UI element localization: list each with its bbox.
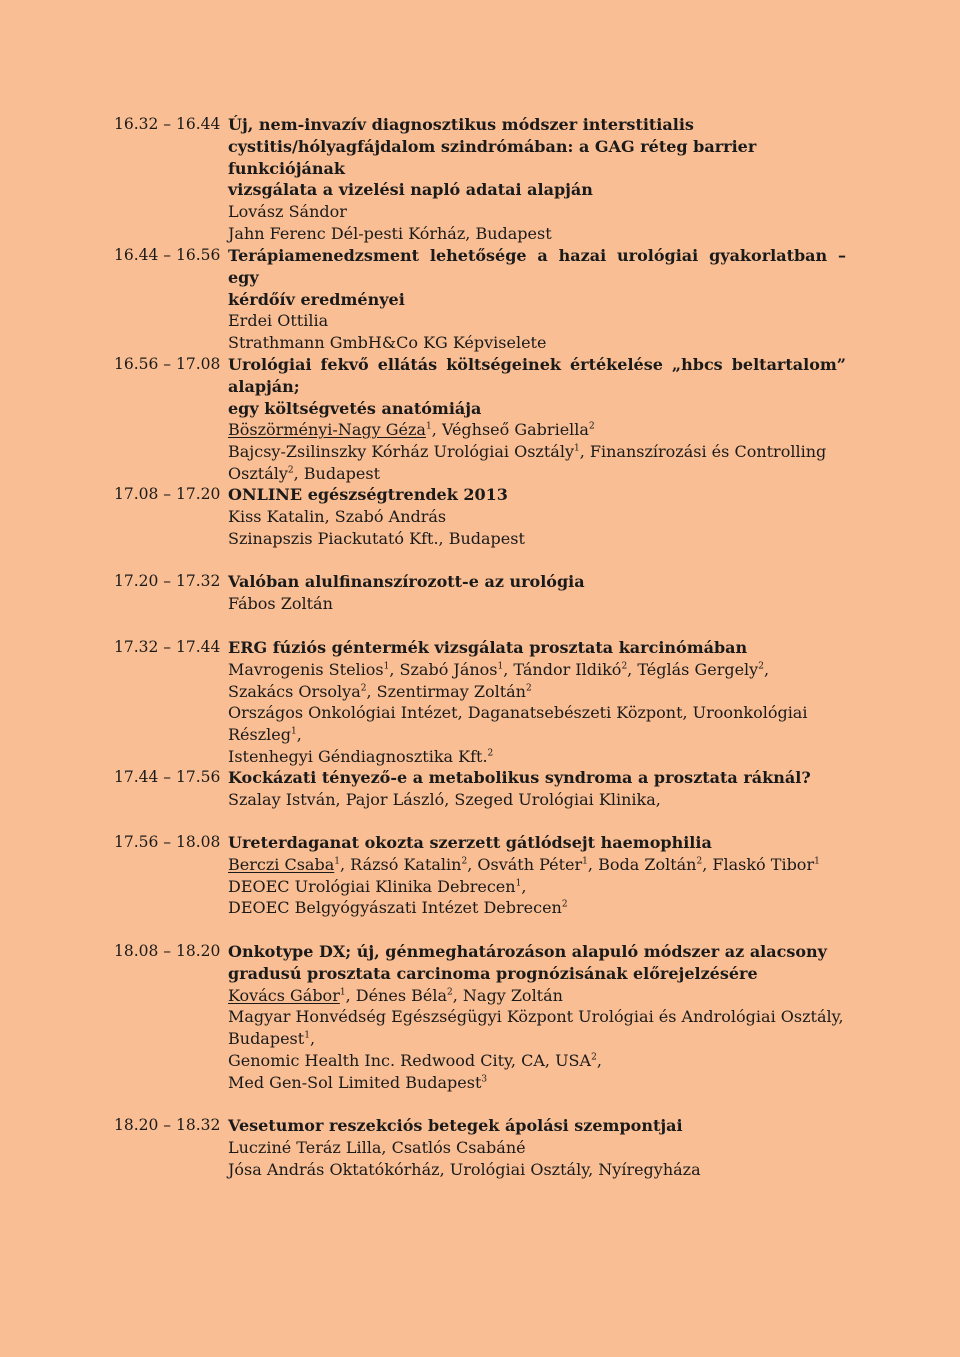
affiliation-mark: 2 [591,1052,597,1063]
authors [228,419,846,441]
affiliation-mark: 1 [339,987,346,998]
affiliation-text: Istenhegyi Géndiagnosztika Kft. [228,746,488,766]
author-name: , Dénes Béla [345,985,447,1005]
affiliation-mark: 1 [497,661,504,672]
entry-body [228,484,846,549]
affiliation-mark: 2 [447,987,453,998]
affiliation [228,1006,846,1093]
title-line: Urológiai fekvő ellátás költségeinek értékelése „hbcs beltartalom” alapján; [228,355,846,396]
entry-body [228,1115,846,1180]
author-name: , Tándor Ildikó [503,659,622,679]
presenter-name: Böszörményi-Nagy Géza [228,420,426,440]
author-name: , Osváth Péter [467,854,583,874]
talk-title [228,1115,846,1137]
entry-body [228,354,846,485]
separator: , [296,725,302,745]
affiliation-mark: 1 [334,856,340,867]
affiliation-mark: 3 [481,1074,488,1085]
affiliation-mark: 1 [383,661,390,672]
authors [228,659,846,703]
affiliation [228,876,846,920]
time-slot: 16.56 – 17.08 [114,355,221,373]
affiliation [228,441,846,485]
entry-body [228,114,846,245]
separator: , [763,659,770,679]
entry-body [228,767,846,811]
entry-body [228,245,846,354]
affiliation-text: DEOEC Urológiai Klinika Debrecen [228,876,516,896]
affiliation-mark: 2 [461,856,468,867]
entry-body [228,637,846,768]
talk-title [228,767,846,789]
title-line: Vesetumor reszekciós betegek ápolási szempontjai [228,1116,683,1135]
title-line: cystitis/hólyagfájdalom szindrómában: a GAG réteg barrier funkciójának [228,136,757,178]
talk-title [228,245,846,310]
authors: Lovász Sándor [228,202,347,222]
affiliation-mark: 2 [487,748,494,759]
title-line: Onkotype DX; új, génmeghatározáson alapuló módszer az alacsony [228,942,827,961]
affiliation-mark: 2 [561,900,568,911]
separator: , [521,876,527,896]
talk-title [228,484,846,506]
title-line: ONLINE egészségtrendek 2013 [228,485,508,504]
authors: Lucziné Teráz Lilla, Csatlós Csabáné [228,1137,526,1157]
authors [228,985,846,1007]
title-line: ERG fúziós géntermék vizsgálata prosztata karcinómában [228,638,748,657]
author-name: , Szentirmay Zoltán [366,681,526,701]
affiliation [228,702,846,767]
author-name: , Rázsó Katalin [339,854,462,874]
authors: Kiss Katalin, Szabó András [228,506,447,526]
author-name: , Nagy Zoltán [452,985,563,1005]
affiliation-mark: 2 [287,465,294,476]
affiliation-mark: 2 [360,683,367,694]
time-slot: 18.20 – 18.32 [114,1116,221,1134]
author-name: , Szabó János [389,659,498,679]
authors: Szalay István, Pajor László, Szeged Urológiai Klinika, [228,789,661,809]
affiliation-mark: 2 [588,422,595,433]
talk-title [228,354,846,419]
title-line: Új, nem-invazív diagnosztikus módszer interstitialis [228,115,694,134]
entry-body [228,571,846,615]
time-slot: 18.08 – 18.20 [114,942,221,960]
affiliation-text: Osztály [228,463,288,483]
affiliation-mark: 1 [573,443,580,454]
author-names: , Véghseő Gabriella [431,420,589,440]
title-line: kérdőív eredményei [228,289,405,309]
talk-title [228,637,846,659]
affiliation: Jósa András Oktatókórház, Urológiai Osztály, Nyíregyháza [228,1159,701,1179]
authors: Erdei Ottilia [228,311,329,331]
affiliation-mark: 1 [814,856,820,867]
title-line: gradusú prosztata carcinoma prognózisának előrejelzésére [228,963,758,983]
affiliation-text: Budapest [228,1029,305,1049]
talk-title [228,832,846,854]
time-slot: 17.32 – 17.44 [114,638,221,656]
affiliation-mark: 2 [758,661,764,672]
talk-title [228,941,846,985]
title-line: Terápiamenedzsment lehetősége a hazai urológiai gyakorlatban – egy [228,246,846,287]
title-line: Kockázati tényező-e a metabolikus syndroma a prosztata ráknál? [228,768,811,787]
entry-body [228,832,846,919]
author-name: Szakács Orsolya [228,681,361,701]
separator: , [596,1050,602,1070]
title-line: vizsgálata a vizelési napló adatai alapján [228,180,593,200]
affiliation-mark: 1 [290,726,297,737]
author-name: , Téglás Gergely [627,659,759,679]
affiliation-mark: 1 [425,422,432,433]
presenter-name: Kovács Gábor [228,985,340,1005]
talk-title [228,114,846,201]
affiliation-mark: 1 [582,856,588,867]
time-slot: 17.44 – 17.56 [114,768,221,786]
affiliation-text: Magyar Honvédség Egészségügyi Központ Urológiai és Andrológiai Osztály, [228,1007,844,1027]
affiliation-text: DEOEC Belgyógyászati Intézet Debrecen [228,898,562,918]
affiliation-text: Országos Onkológiai Intézet, Daganatsebészeti Központ, Uroonkológiai Részleg [228,703,808,745]
separator: , [309,1029,316,1049]
affiliation-mark: 1 [304,1030,310,1041]
authors [228,854,846,876]
time-slot: 17.56 – 18.08 [114,833,221,851]
affiliation-text: Bajcsy-Zsilinszky Kórház Urológiai Osztály [228,442,574,462]
time-slot: 16.32 – 16.44 [114,115,221,133]
title-line: egy költségvetés anatómiája [228,398,482,418]
talk-title [228,571,846,593]
affiliation-text: Genomic Health Inc. Redwood City, CA, USA [228,1050,592,1070]
time-slot: 16.44 – 16.56 [114,246,221,264]
entry-body [228,941,846,1094]
title-line: Ureterdaganat okozta szerzett gátlódsejt haemophilia [228,833,712,852]
affiliation: Strathmann GmbH&Co KG Képviselete [228,333,547,353]
authors: Fábos Zoltán [228,593,333,613]
affiliation-mark: 2 [696,856,703,867]
time-slot: 17.08 – 17.20 [114,485,221,503]
presenter-name: Berczi Csaba [228,854,335,874]
author-name: , Flaskó Tibor [702,854,815,874]
affiliation-text: , Budapest [293,463,380,483]
affiliation: Jahn Ferenc Dél-pesti Kórház, Budapest [228,223,552,243]
author-name: , Boda Zoltán [587,854,697,874]
affiliation-mark: 1 [515,878,522,889]
time-slot: 17.20 – 17.32 [114,572,221,590]
author-name: Mavrogenis Stelios [228,659,384,679]
affiliation-mark: 2 [621,661,628,672]
title-line: Valóban alulfinanszírozott-e az urológia [228,572,585,591]
affiliation-text: Med Gen-Sol Limited Budapest [228,1072,482,1092]
affiliation-text: , Finanszírozási és Controlling [579,442,827,462]
affiliation: Szinapszis Piackutató Kft., Budapest [228,528,525,548]
affiliation-mark: 2 [525,683,532,694]
